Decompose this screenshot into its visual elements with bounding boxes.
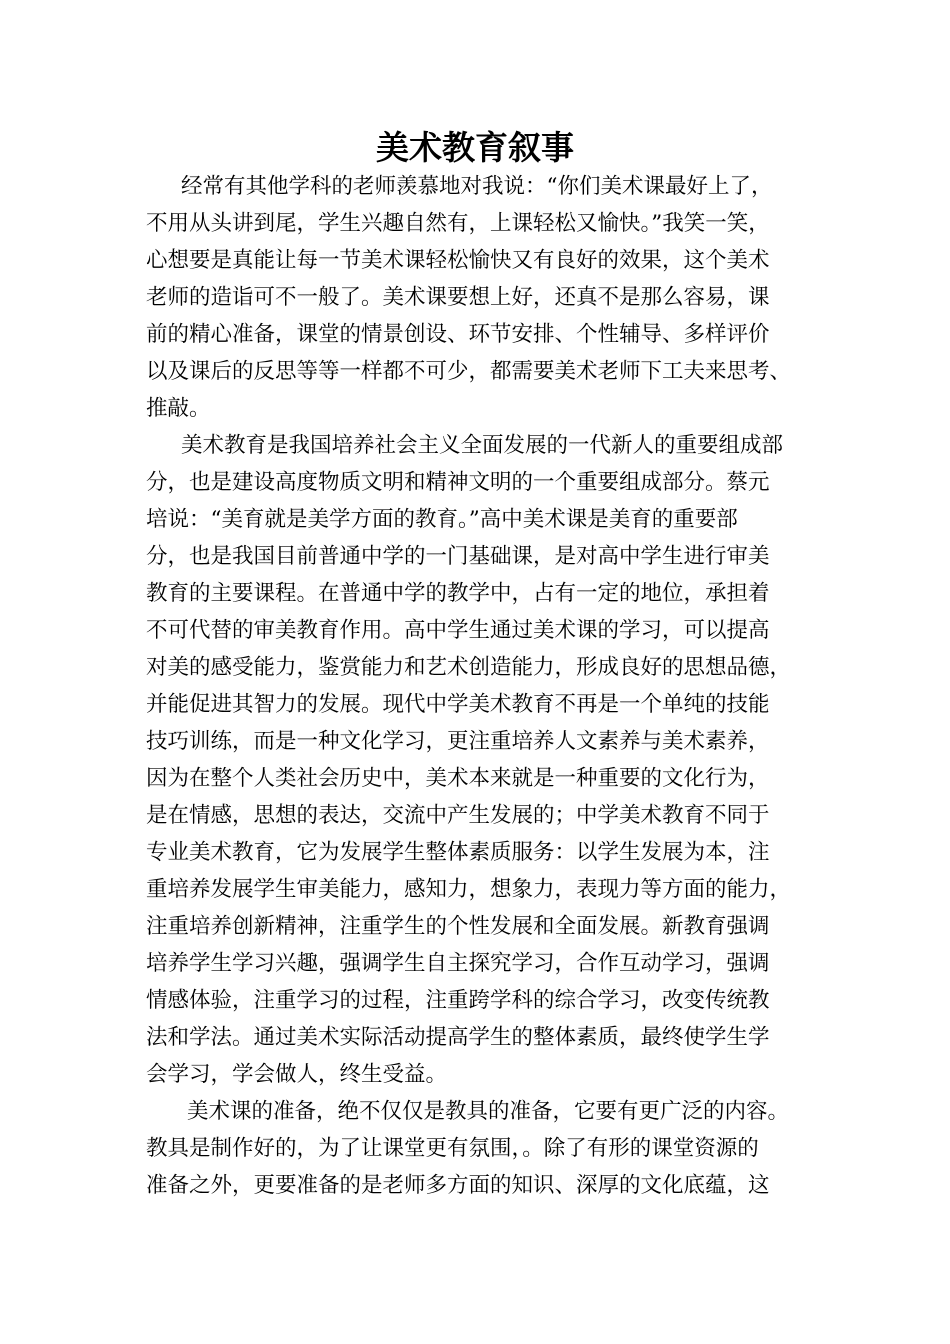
body-line: 分，也是建设高度物质文明和精神文明的一个重要组成部分。蔡元 <box>146 470 770 495</box>
body-line: 会学习，学会做人，终生受益。 <box>146 1062 448 1087</box>
body-line: 不可代替的审美教育作用。高中学生通过美术课的学习，可以提高 <box>146 618 770 643</box>
body-line: 教具是制作好的，为了让课堂更有氛围，。除了有形的课堂资源的 <box>146 1136 759 1161</box>
body-line: 推敲。 <box>146 396 211 421</box>
body-line: 分，也是我国目前普通中学的一门基础课，是对高中学生进行审美 <box>146 544 770 569</box>
body-line: 情感体验，注重学习的过程，注重跨学科的综合学习，改变传统教 <box>146 988 770 1013</box>
body-line: 因为在整个人类社会历史中，美术本来就是一种重要的文化行为， <box>146 766 770 791</box>
body-line: 法和学法。通过美术实际活动提高学生的整体素质，最终使学生学 <box>146 1025 770 1050</box>
body-line: 并能促进其智力的发展。现代中学美术教育不再是一个单纯的技能 <box>146 692 770 717</box>
body-line: 技巧训练，而是一种文化学习，更注重培养人文素养与美术素养， <box>146 729 770 754</box>
body-line: 前的精心准备，课堂的情景创设、环节安排、个性辅导、多样评价 <box>146 322 770 347</box>
body-line: 经常有其他学科的老师羡慕地对我说：“你们美术课最好上了， <box>181 174 773 199</box>
body-line: 培养学生学习兴趣，强调学生自主探究学习，合作互动学习，强调 <box>146 951 770 976</box>
body-line: 专业美术教育，它为发展学生整体素质服务：以学生发展为本，注 <box>146 840 770 865</box>
body-line: 教育的主要课程。在普通中学的教学中，占有一定的地位，承担着 <box>146 581 770 606</box>
body-line: 重培养发展学生审美能力，感知力，想象力，表现力等方面的能力， <box>146 877 792 902</box>
body-line: 心想要是真能让每一节美术课轻松愉快又有良好的效果，这个美术 <box>146 248 770 273</box>
document-title: 美术教育叙事 <box>376 128 574 167</box>
body-line: 是在情感，思想的表达，交流中产生发展的；中学美术教育不同于 <box>146 803 770 828</box>
body-line: 美术课的准备，绝不仅仅是教具的准备，它要有更广泛的内容。 <box>187 1099 790 1124</box>
body-line: 老师的造诣可不一般了。美术课要想上好，还真不是那么容易，课 <box>146 285 770 310</box>
body-line: 对美的感受能力，鉴赏能力和艺术创造能力，形成良好的思想品德， <box>146 655 792 680</box>
body-line: 以及课后的反思等等一样都不可少，都需要美术老师下工夫来思考、 <box>146 359 792 384</box>
body-line: 不用从头讲到尾，学生兴趣自然有，上课轻松又愉快。”我笑一笑， <box>146 211 770 236</box>
body-line: 准备之外，更要准备的是老师多方面的知识、深厚的文化底蕴，这 <box>146 1173 770 1198</box>
body-line: 美术教育是我国培养社会主义全面发展的一代新人的重要组成部 <box>181 433 784 458</box>
body-line: 培说：“美育就是美学方面的教育。”高中美术课是美育的重要部 <box>146 507 738 532</box>
body-line: 注重培养创新精神，注重学生的个性发展和全面发展。新教育强调 <box>146 914 770 939</box>
